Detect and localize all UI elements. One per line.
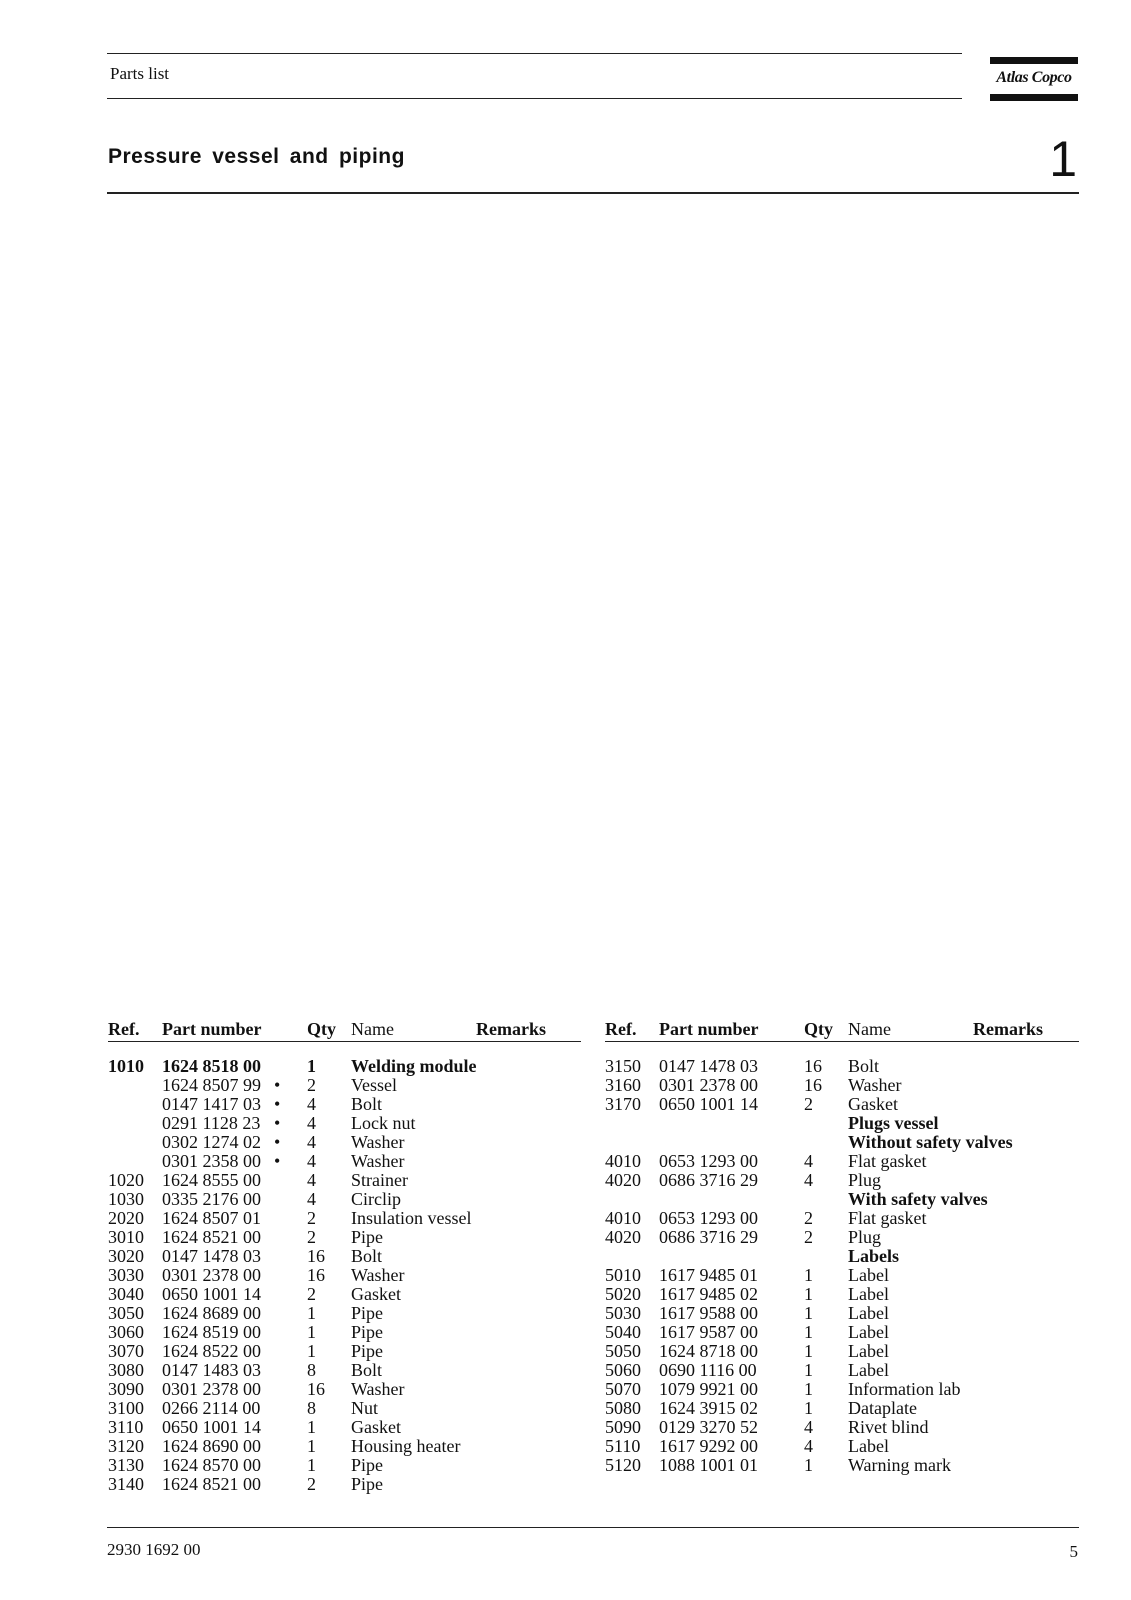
- qty-cell: 4: [307, 1132, 316, 1152]
- parts-table-left: [108, 1015, 581, 1494]
- name-cell: Housing heater: [351, 1436, 461, 1456]
- name-cell: Label: [848, 1303, 889, 1323]
- name-cell: Bolt: [848, 1056, 880, 1076]
- qty-cell: 2: [804, 1094, 813, 1114]
- header-part-number: Part number: [162, 1019, 262, 1039]
- name-cell: Washer: [351, 1132, 405, 1152]
- qty-cell: 4: [804, 1170, 813, 1190]
- ref-cell: 3060: [108, 1322, 144, 1342]
- name-cell: Pipe: [351, 1341, 384, 1361]
- name-cell: Pipe: [351, 1227, 384, 1247]
- part-number-cell: 1617 9588 00: [659, 1303, 758, 1323]
- qty-cell: 1: [804, 1379, 813, 1399]
- name-cell: Bolt: [351, 1246, 383, 1266]
- part-number-cell: 0301 2378 00: [162, 1265, 261, 1285]
- part-number-cell: 1624 8690 00: [162, 1436, 261, 1456]
- header-ref: Ref.: [108, 1019, 140, 1039]
- qty-cell: 1: [804, 1284, 813, 1304]
- name-cell: Plug: [848, 1170, 882, 1190]
- part-number-cell: 0291 1128 23: [162, 1113, 261, 1133]
- qty-cell: 1: [307, 1455, 316, 1475]
- ref-cell: 3160: [605, 1075, 641, 1095]
- ref-cell: 3110: [108, 1417, 144, 1437]
- qty-cell: 2: [307, 1208, 316, 1228]
- part-number-cell: 1624 8507 99: [162, 1075, 261, 1095]
- ref-cell: 4020: [605, 1227, 641, 1247]
- ref-cell: 1010: [108, 1056, 144, 1076]
- qty-cell: 8: [307, 1398, 316, 1418]
- qty-cell: 4: [307, 1170, 316, 1190]
- header-rule: [108, 1041, 581, 1042]
- qty-cell: 2: [307, 1284, 316, 1304]
- qty-cell: 16: [804, 1075, 822, 1095]
- part-number-cell: 0129 3270 52: [659, 1417, 758, 1437]
- name-cell: Washer: [848, 1075, 902, 1095]
- ref-cell: 3050: [108, 1303, 144, 1323]
- qty-cell: 16: [307, 1265, 325, 1285]
- part-number-cell: 1624 8689 00: [162, 1303, 261, 1323]
- header-remarks: Remarks: [973, 1019, 1043, 1039]
- part-number-cell: 1624 8519 00: [162, 1322, 261, 1342]
- qty-cell: 1: [307, 1303, 316, 1323]
- header-ref: Ref.: [605, 1019, 637, 1039]
- name-cell: Gasket: [351, 1417, 401, 1437]
- qty-cell: 1: [804, 1455, 813, 1475]
- part-number-cell: 0301 2378 00: [162, 1379, 261, 1399]
- qty-cell: 4: [307, 1151, 316, 1171]
- part-number-cell: 0301 2358 00: [162, 1151, 261, 1171]
- part-number-cell: 1617 9485 02: [659, 1284, 758, 1304]
- ref-cell: 2020: [108, 1208, 144, 1228]
- spare-dot: •: [274, 1113, 281, 1133]
- header-remarks: Remarks: [476, 1019, 546, 1039]
- ref-cell: 1020: [108, 1170, 144, 1190]
- footer-rule: [107, 1527, 1079, 1528]
- ref-cell: 5110: [605, 1436, 641, 1456]
- illustration-area: [107, 200, 1079, 1000]
- qty-cell: 1: [307, 1322, 316, 1342]
- part-number-cell: 1079 9921 00: [659, 1379, 758, 1399]
- part-number-cell: 1624 8555 00: [162, 1170, 261, 1190]
- ref-cell: 5060: [605, 1360, 641, 1380]
- qty-cell: 16: [307, 1379, 325, 1399]
- name-cell: Label: [848, 1322, 889, 1342]
- qty-cell: 2: [307, 1474, 316, 1494]
- qty-cell: 2: [307, 1227, 316, 1247]
- name-cell: Circlip: [351, 1189, 401, 1209]
- header-qty: Qty: [804, 1019, 833, 1039]
- part-number-cell: 0653 1293 00: [659, 1151, 758, 1171]
- qty-cell: 1: [307, 1341, 316, 1361]
- name-cell: Washer: [351, 1379, 405, 1399]
- ref-cell: 5080: [605, 1398, 641, 1418]
- part-number-cell: 1624 8570 00: [162, 1455, 261, 1475]
- name-cell: Label: [848, 1284, 889, 1304]
- qty-cell: 1: [307, 1436, 316, 1456]
- ref-cell: 1030: [108, 1189, 144, 1209]
- ref-cell: 3040: [108, 1284, 144, 1304]
- spare-dot: •: [274, 1151, 281, 1171]
- part-number-cell: 0147 1417 03: [162, 1094, 261, 1114]
- header-name: Name: [351, 1019, 394, 1039]
- ref-cell: 5020: [605, 1284, 641, 1304]
- name-cell: Pipe: [351, 1322, 384, 1342]
- ref-cell: 4010: [605, 1208, 641, 1228]
- part-number-cell: 0147 1478 03: [162, 1246, 261, 1266]
- name-cell: Strainer: [351, 1170, 408, 1190]
- ref-cell: 5040: [605, 1322, 641, 1342]
- ref-cell: 5090: [605, 1417, 641, 1437]
- name-cell: Bolt: [351, 1094, 383, 1114]
- ref-cell: 3070: [108, 1341, 144, 1361]
- part-number-cell: 0686 3716 29: [659, 1170, 758, 1190]
- header-rule: [605, 1041, 1079, 1042]
- part-number-cell: 0335 2176 00: [162, 1189, 261, 1209]
- name-cell: Label: [848, 1360, 889, 1380]
- header-qty: Qty: [307, 1019, 336, 1039]
- qty-cell: 4: [307, 1094, 316, 1114]
- part-number-cell: 1617 9587 00: [659, 1322, 758, 1342]
- ref-cell: 4010: [605, 1151, 641, 1171]
- name-cell: With safety valves: [848, 1189, 988, 1209]
- ref-cell: 3030: [108, 1265, 144, 1285]
- header-part-number: Part number: [659, 1019, 759, 1039]
- document-number: 2930 1692 00: [107, 1540, 201, 1559]
- qty-cell: 4: [307, 1113, 316, 1133]
- qty-cell: 1: [804, 1322, 813, 1342]
- ref-cell: 5030: [605, 1303, 641, 1323]
- page-number: 5: [1069, 1542, 1078, 1561]
- qty-cell: 4: [804, 1417, 813, 1437]
- ref-cell: 3010: [108, 1227, 144, 1247]
- section-label: Parts list: [110, 64, 170, 83]
- ref-cell: 3150: [605, 1056, 641, 1076]
- qty-cell: 2: [307, 1075, 316, 1095]
- qty-cell: 16: [307, 1246, 325, 1266]
- ref-cell: 3120: [108, 1436, 144, 1456]
- page-title: Pressure vessel and piping: [108, 145, 405, 168]
- part-number-cell: 1624 8521 00: [162, 1474, 261, 1494]
- atlas-copco-logo: [990, 57, 1078, 101]
- name-cell: Insulation vessel: [351, 1208, 472, 1228]
- brand-text: Atlas Copco: [996, 69, 1072, 86]
- name-cell: Gasket: [848, 1094, 898, 1114]
- chapter-number: 1: [1049, 131, 1077, 187]
- name-cell: Vessel: [351, 1075, 397, 1095]
- qty-cell: 1: [804, 1303, 813, 1323]
- part-number-cell: 0653 1293 00: [659, 1208, 758, 1228]
- name-cell: Welding module: [351, 1056, 477, 1076]
- name-cell: Gasket: [351, 1284, 401, 1304]
- part-number-cell: 1624 8518 00: [162, 1056, 261, 1076]
- name-cell: Pipe: [351, 1455, 384, 1475]
- ref-cell: 4020: [605, 1170, 641, 1190]
- title-rule: [107, 192, 1079, 194]
- qty-cell: 1: [307, 1056, 316, 1076]
- qty-cell: 2: [804, 1208, 813, 1228]
- name-cell: Plug: [848, 1227, 882, 1247]
- part-number-cell: 0650 1001 14: [162, 1417, 261, 1437]
- spare-dot: •: [274, 1075, 281, 1095]
- part-number-cell: 0686 3716 29: [659, 1227, 758, 1247]
- name-cell: Label: [848, 1265, 889, 1285]
- part-number-cell: 0301 2378 00: [659, 1075, 758, 1095]
- name-cell: Flat gasket: [848, 1208, 927, 1228]
- name-cell: Lock nut: [351, 1113, 416, 1133]
- qty-cell: 4: [804, 1151, 813, 1171]
- ref-cell: 3100: [108, 1398, 144, 1418]
- part-number-cell: 1624 3915 02: [659, 1398, 758, 1418]
- name-cell: Information lab: [848, 1379, 961, 1399]
- qty-cell: 1: [804, 1360, 813, 1380]
- name-cell: Washer: [351, 1265, 405, 1285]
- part-number-cell: 0650 1001 14: [659, 1094, 758, 1114]
- part-number-cell: 1624 8521 00: [162, 1227, 261, 1247]
- name-cell: Without safety valves: [848, 1132, 1013, 1152]
- name-cell: Pipe: [351, 1474, 384, 1494]
- qty-cell: 1: [307, 1417, 316, 1437]
- part-number-cell: 0147 1483 03: [162, 1360, 261, 1380]
- parts-table-right: [605, 1015, 1079, 1475]
- part-number-cell: 1088 1001 01: [659, 1455, 758, 1475]
- ref-cell: 3130: [108, 1455, 144, 1475]
- name-cell: Label: [848, 1341, 889, 1361]
- part-number-cell: 1624 8718 00: [659, 1341, 758, 1361]
- part-number-cell: 0147 1478 03: [659, 1056, 758, 1076]
- name-cell: Washer: [351, 1151, 405, 1171]
- part-number-cell: 1617 9292 00: [659, 1436, 758, 1456]
- table-header: [108, 1015, 581, 1045]
- ref-cell: 5050: [605, 1341, 641, 1361]
- ref-cell: 5010: [605, 1265, 641, 1285]
- qty-cell: 2: [804, 1227, 813, 1247]
- name-cell: Pipe: [351, 1303, 384, 1323]
- qty-cell: 8: [307, 1360, 316, 1380]
- part-number-cell: 0302 1274 02: [162, 1132, 261, 1152]
- name-cell: Labels: [848, 1246, 900, 1266]
- qty-cell: 1: [804, 1398, 813, 1418]
- header-bottom-rule: [107, 98, 962, 99]
- qty-cell: 4: [307, 1189, 316, 1209]
- qty-cell: 1: [804, 1265, 813, 1285]
- spare-dot: •: [274, 1094, 281, 1114]
- qty-cell: 4: [804, 1436, 813, 1456]
- ref-cell: 3020: [108, 1246, 144, 1266]
- qty-cell: 16: [804, 1056, 822, 1076]
- name-cell: Plugs vessel: [848, 1113, 939, 1133]
- part-number-cell: 1624 8522 00: [162, 1341, 261, 1361]
- ref-cell: 5070: [605, 1379, 641, 1399]
- ref-cell: 5120: [605, 1455, 641, 1475]
- name-cell: Flat gasket: [848, 1151, 927, 1171]
- spare-dot: •: [274, 1132, 281, 1152]
- part-number-cell: 0266 2114 00: [162, 1398, 261, 1418]
- part-number-cell: 1617 9485 01: [659, 1265, 758, 1285]
- ref-cell: 3080: [108, 1360, 144, 1380]
- ref-cell: 3090: [108, 1379, 144, 1399]
- name-cell: Bolt: [351, 1360, 383, 1380]
- part-number-cell: 1624 8507 01: [162, 1208, 261, 1228]
- name-cell: Rivet blind: [848, 1417, 929, 1437]
- part-number-cell: 0690 1116 00: [659, 1360, 757, 1380]
- name-cell: Dataplate: [848, 1398, 917, 1418]
- header-top-rule: [107, 53, 962, 54]
- name-cell: Warning mark: [848, 1455, 952, 1475]
- name-cell: Label: [848, 1436, 889, 1456]
- table-header: [605, 1015, 1079, 1045]
- ref-cell: 3140: [108, 1474, 144, 1494]
- part-number-cell: 0650 1001 14: [162, 1284, 261, 1304]
- name-cell: Nut: [351, 1398, 378, 1418]
- ref-cell: 3170: [605, 1094, 641, 1114]
- header-name: Name: [848, 1019, 891, 1039]
- qty-cell: 1: [804, 1341, 813, 1361]
